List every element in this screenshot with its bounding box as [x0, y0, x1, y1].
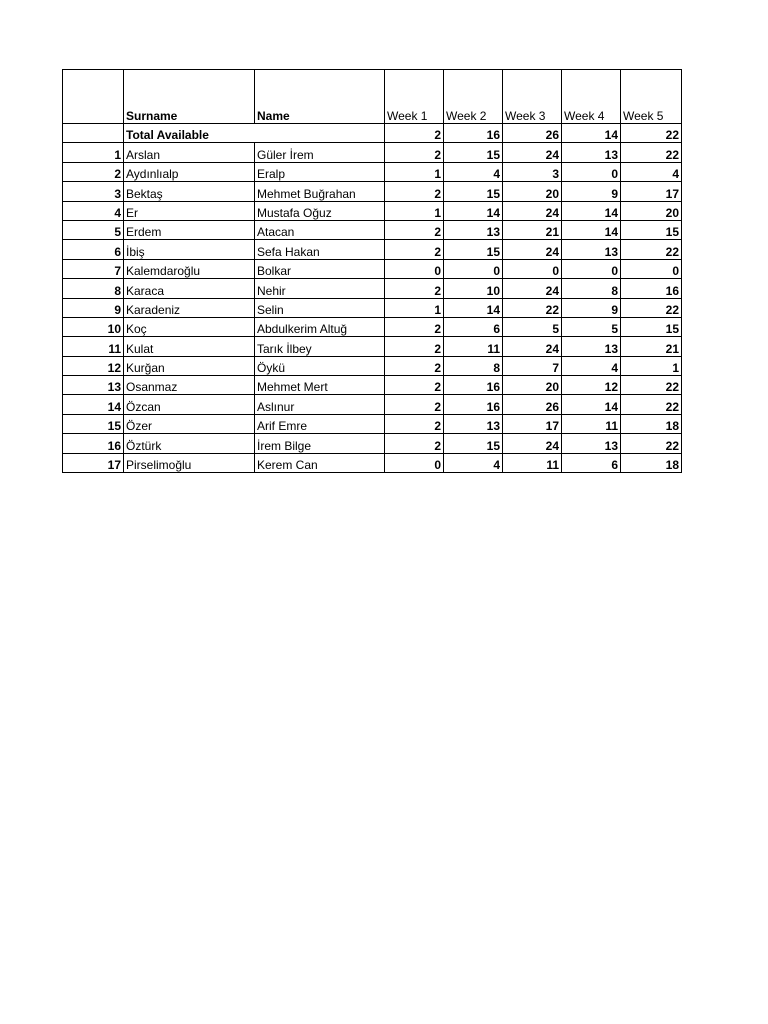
week-4-cell: 13 — [562, 143, 621, 162]
row-index: 6 — [63, 240, 124, 259]
table-row — [63, 317, 682, 336]
row-index: 11 — [63, 337, 124, 356]
name-cell: Güler İrem — [255, 143, 385, 162]
total-week-1: 2 — [385, 124, 444, 143]
surname-cell: Koç — [124, 317, 255, 336]
week-1-cell: 2 — [385, 317, 444, 336]
week-4-cell: 14 — [562, 395, 621, 414]
table-row — [63, 162, 682, 181]
week-5-cell: 20 — [621, 201, 682, 220]
surname-cell: Bektaş — [124, 182, 255, 201]
week-5-cell: 22 — [621, 240, 682, 259]
surname-cell: Er — [124, 201, 255, 220]
week-3-cell: 11 — [503, 453, 562, 472]
week-2-cell: 14 — [444, 298, 503, 317]
week-1-cell: 0 — [385, 259, 444, 278]
week-2-cell: 14 — [444, 201, 503, 220]
week-4-header: Week 4 — [562, 70, 621, 124]
surname-cell: Özer — [124, 414, 255, 433]
total-name-cell — [255, 124, 385, 143]
name-cell: Mehmet Buğrahan — [255, 182, 385, 201]
week-3-cell: 24 — [503, 240, 562, 259]
name-cell: Atacan — [255, 220, 385, 239]
week-1-cell: 2 — [385, 376, 444, 395]
total-week-2: 16 — [444, 124, 503, 143]
week-4-cell: 6 — [562, 453, 621, 472]
week-2-cell: 15 — [444, 434, 503, 453]
row-index: 9 — [63, 298, 124, 317]
week-2-cell: 10 — [444, 279, 503, 298]
total-index-cell — [63, 124, 124, 143]
index-header-cell — [63, 70, 124, 124]
week-3-cell: 17 — [503, 414, 562, 433]
surname-cell: Aydınlıalp — [124, 162, 255, 181]
row-index: 13 — [63, 376, 124, 395]
week-4-cell: 4 — [562, 356, 621, 375]
week-5-cell: 15 — [621, 220, 682, 239]
table-row — [63, 337, 682, 356]
week-3-header: Week 3 — [503, 70, 562, 124]
table-row — [63, 414, 682, 433]
week-1-cell: 2 — [385, 337, 444, 356]
table-row — [63, 453, 682, 472]
row-index: 3 — [63, 182, 124, 201]
week-2-cell: 15 — [444, 143, 503, 162]
week-5-cell: 0 — [621, 259, 682, 278]
name-cell: Kerem Can — [255, 453, 385, 472]
week-1-cell: 2 — [385, 356, 444, 375]
week-4-cell: 5 — [562, 317, 621, 336]
row-index: 10 — [63, 317, 124, 336]
name-cell: Tarık İlbey — [255, 337, 385, 356]
surname-cell: Kalemdaroğlu — [124, 259, 255, 278]
table-row — [63, 279, 682, 298]
week-3-cell: 24 — [503, 201, 562, 220]
row-index: 4 — [63, 201, 124, 220]
surname-cell: Kulat — [124, 337, 255, 356]
week-4-cell: 14 — [562, 201, 621, 220]
week-2-cell: 11 — [444, 337, 503, 356]
week-4-cell: 13 — [562, 337, 621, 356]
row-index: 16 — [63, 434, 124, 453]
week-3-cell: 24 — [503, 434, 562, 453]
week-4-cell: 9 — [562, 298, 621, 317]
row-index: 17 — [63, 453, 124, 472]
name-cell: Sefa Hakan — [255, 240, 385, 259]
week-4-cell: 11 — [562, 414, 621, 433]
surname-cell: Kurğan — [124, 356, 255, 375]
week-3-cell: 5 — [503, 317, 562, 336]
table-row — [63, 220, 682, 239]
week-4-cell: 9 — [562, 182, 621, 201]
surname-header: Surname — [124, 70, 255, 124]
table-row — [63, 143, 682, 162]
name-cell: Mehmet Mert — [255, 376, 385, 395]
row-index: 7 — [63, 259, 124, 278]
row-index: 1 — [63, 143, 124, 162]
name-cell: Aslınur — [255, 395, 385, 414]
week-5-cell: 22 — [621, 298, 682, 317]
week-5-cell: 4 — [621, 162, 682, 181]
week-1-cell: 1 — [385, 298, 444, 317]
week-5-cell: 17 — [621, 182, 682, 201]
total-week-3: 26 — [503, 124, 562, 143]
row-index: 14 — [63, 395, 124, 414]
week-3-cell: 26 — [503, 395, 562, 414]
table-row — [63, 182, 682, 201]
week-1-cell: 2 — [385, 143, 444, 162]
name-cell: Selin — [255, 298, 385, 317]
name-cell: Eralp — [255, 162, 385, 181]
week-2-cell: 16 — [444, 395, 503, 414]
surname-cell: Osanmaz — [124, 376, 255, 395]
table-row — [63, 376, 682, 395]
week-5-cell: 1 — [621, 356, 682, 375]
week-4-cell: 13 — [562, 434, 621, 453]
week-1-cell: 1 — [385, 201, 444, 220]
week-5-cell: 18 — [621, 414, 682, 433]
row-index: 15 — [63, 414, 124, 433]
row-index: 5 — [63, 220, 124, 239]
week-1-cell: 2 — [385, 414, 444, 433]
table-row — [63, 356, 682, 375]
week-4-cell: 0 — [562, 162, 621, 181]
week-4-cell: 14 — [562, 220, 621, 239]
surname-cell: Öztürk — [124, 434, 255, 453]
week-5-cell: 22 — [621, 143, 682, 162]
week-3-cell: 20 — [503, 182, 562, 201]
total-week-5: 22 — [621, 124, 682, 143]
week-1-cell: 2 — [385, 279, 444, 298]
total-available-row — [63, 124, 682, 143]
surname-cell: Karaca — [124, 279, 255, 298]
week-4-cell: 12 — [562, 376, 621, 395]
week-3-cell: 24 — [503, 337, 562, 356]
surname-cell: Arslan — [124, 143, 255, 162]
name-cell: İrem Bilge — [255, 434, 385, 453]
surname-cell: Özcan — [124, 395, 255, 414]
week-2-cell: 16 — [444, 376, 503, 395]
week-1-cell: 2 — [385, 434, 444, 453]
week-5-cell: 18 — [621, 453, 682, 472]
surname-cell: Pirselimoğlu — [124, 453, 255, 472]
surname-cell: Erdem — [124, 220, 255, 239]
week-2-cell: 13 — [444, 220, 503, 239]
total-week-4: 14 — [562, 124, 621, 143]
table-row — [63, 298, 682, 317]
week-5-cell: 22 — [621, 434, 682, 453]
week-2-cell: 8 — [444, 356, 503, 375]
week-2-cell: 15 — [444, 240, 503, 259]
week-2-cell: 15 — [444, 182, 503, 201]
week-1-cell: 1 — [385, 162, 444, 181]
name-cell: Abdulkerim Altuğ — [255, 317, 385, 336]
week-5-cell: 21 — [621, 337, 682, 356]
week-2-cell: 4 — [444, 453, 503, 472]
week-3-cell: 21 — [503, 220, 562, 239]
name-cell: Öykü — [255, 356, 385, 375]
week-5-cell: 22 — [621, 376, 682, 395]
week-1-cell: 2 — [385, 395, 444, 414]
week-2-cell: 13 — [444, 414, 503, 433]
week-4-cell: 13 — [562, 240, 621, 259]
week-5-header: Week 5 — [621, 70, 682, 124]
week-2-cell: 4 — [444, 162, 503, 181]
row-index: 12 — [63, 356, 124, 375]
week-3-cell: 22 — [503, 298, 562, 317]
week-1-cell: 2 — [385, 220, 444, 239]
week-3-cell: 24 — [503, 143, 562, 162]
week-4-cell: 0 — [562, 259, 621, 278]
surname-cell: İbiş — [124, 240, 255, 259]
week-3-cell: 0 — [503, 259, 562, 278]
week-3-cell: 3 — [503, 162, 562, 181]
name-header: Name — [255, 70, 385, 124]
week-3-cell: 24 — [503, 279, 562, 298]
week-3-cell: 20 — [503, 376, 562, 395]
total-available-label: Total Available — [124, 124, 255, 143]
row-index: 2 — [63, 162, 124, 181]
week-2-cell: 0 — [444, 259, 503, 278]
week-5-cell: 15 — [621, 317, 682, 336]
week-1-cell: 2 — [385, 240, 444, 259]
row-index: 8 — [63, 279, 124, 298]
table-row — [63, 434, 682, 453]
table-row — [63, 240, 682, 259]
name-cell: Mustafa Oğuz — [255, 201, 385, 220]
table-row — [63, 259, 682, 278]
table-row — [63, 201, 682, 220]
week-1-header: Week 1 — [385, 70, 444, 124]
week-5-cell: 16 — [621, 279, 682, 298]
week-2-header: Week 2 — [444, 70, 503, 124]
header-row — [63, 70, 682, 124]
name-cell: Arif Emre — [255, 414, 385, 433]
table-body — [63, 70, 682, 473]
week-3-cell: 7 — [503, 356, 562, 375]
surname-cell: Karadeniz — [124, 298, 255, 317]
name-cell: Bolkar — [255, 259, 385, 278]
week-4-cell: 8 — [562, 279, 621, 298]
week-5-cell: 22 — [621, 395, 682, 414]
table-row — [63, 395, 682, 414]
availability-table — [62, 69, 682, 473]
week-1-cell: 0 — [385, 453, 444, 472]
week-2-cell: 6 — [444, 317, 503, 336]
week-1-cell: 2 — [385, 182, 444, 201]
name-cell: Nehir — [255, 279, 385, 298]
